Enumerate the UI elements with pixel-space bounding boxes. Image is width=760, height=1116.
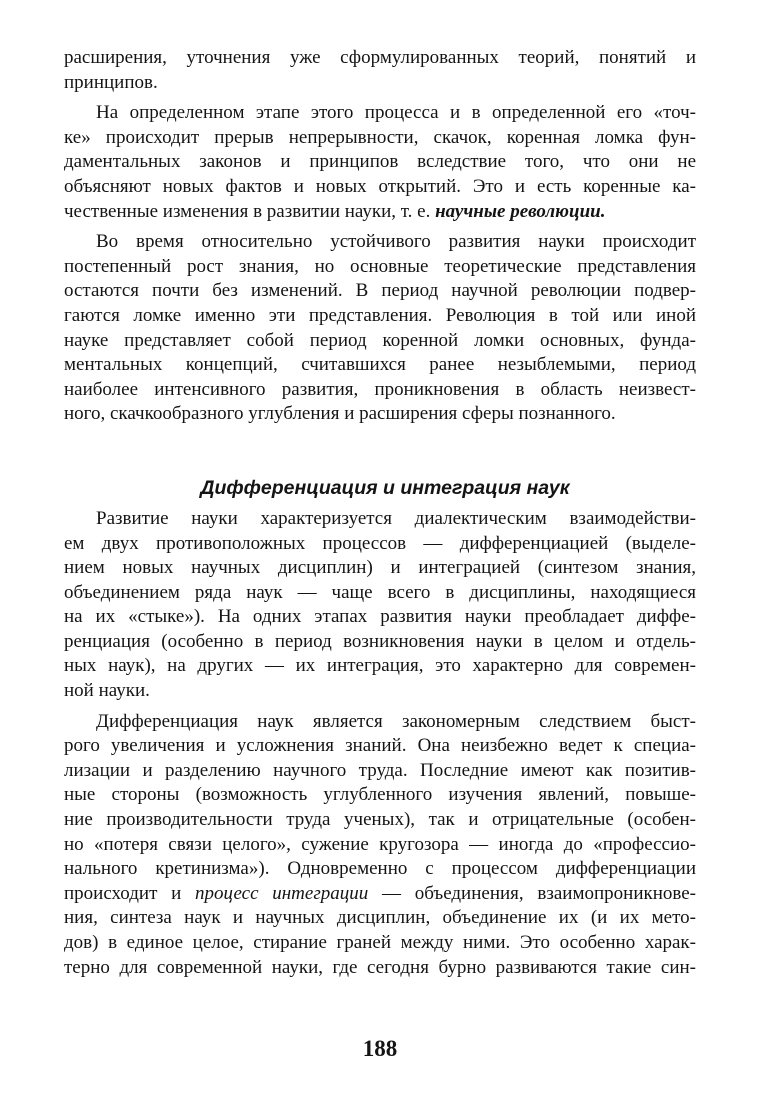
text-line	[64, 200, 696, 225]
page-body	[64, 46, 696, 980]
text-line: ного, скачкообразного углубления и расширения сферы познанного.	[64, 403, 616, 425]
section-heading: Дифференциация и интеграция наук	[200, 476, 570, 499]
text-line: гаются ломке именно эти представления. Революция в той или иной	[64, 304, 696, 326]
text-line: объясняют новых фактов и новых открытий. Это и есть коренные ка-	[64, 175, 696, 197]
text-line: даментальных законов и принципов вследствие того, что они не	[64, 151, 696, 173]
text-line: На определенном этапе этого процесса и в определенной его «точ-	[96, 102, 696, 124]
text-line: объединением ряда наук — чаще всего в дисциплины, находящиеся	[64, 581, 696, 603]
text-line	[64, 882, 696, 907]
text-line: но «потеря связи целого», сужение кругозора — иногда до «профессио-	[64, 833, 696, 855]
italic-term: процесс интеграции	[195, 882, 369, 904]
text-fragment: чественные изменения в развитии науки, т. е.	[64, 200, 436, 222]
text-line: дов) в единое целое, стирание граней между ними. Это особенно харак-	[64, 932, 696, 953]
text-line: расширения, уточнения уже сформулированных теорий, понятий и	[64, 47, 696, 68]
text-line: нием новых научных дисциплин) и интеграцией (синтезом знания,	[64, 557, 696, 579]
page-number: 188	[362, 1036, 398, 1061]
text-line: постепенный рост знания, но основные теоретические представления	[64, 255, 696, 277]
text-line: Во время относительно устойчивого развития науки происходит	[96, 231, 696, 253]
text-line: ментальных концепций, считавшихся ранее незыблемыми, период	[64, 354, 696, 376]
text-line: остаются почти без изменений. В период научной революции подвер-	[64, 280, 696, 302]
paragraph-differentiation-consequence	[64, 710, 696, 981]
text-line: ные стороны (возможность углубленного изучения явлений, повыше-	[64, 784, 696, 806]
paragraph-continuation	[64, 46, 696, 95]
text-line: рого увеличения и усложнения знаний. Она неизбежно ведет к специа-	[64, 735, 696, 757]
text-line: ке» происходит прерыв непрерывности, скачок, коренная ломка фун-	[64, 126, 696, 148]
paragraph-knowledge-growth	[64, 230, 696, 427]
text-line: на их «стыке»). На одних этапах развития науки преобладает диффе-	[64, 606, 696, 628]
text-line: терно для современной науки, где сегодня бурно развиваются такие син-	[64, 956, 696, 978]
text-line: ных наук), на других — их интеграция, это характерно для современ-	[64, 655, 696, 677]
text-line: наиболее интенсивного развития, проникновения в область неизвест-	[64, 378, 696, 400]
italic-term: научные революции.	[435, 200, 606, 222]
text-line: науке представляет собой период коренной ломки основных, фунда-	[64, 329, 696, 351]
text-fragment: происходит и	[64, 882, 195, 904]
paragraph-scientific-revolutions	[64, 101, 696, 224]
text-line: Развитие науки характеризуется диалектическим взаимодействи-	[96, 507, 696, 529]
text-line: принципов.	[64, 71, 158, 93]
paragraph-differentiation-integration	[64, 507, 696, 704]
text-fragment: — объединения, взаимопроникнове-	[368, 882, 697, 904]
text-line: ние производительности труда ученых), так и отрицательные (особен-	[64, 809, 696, 831]
text-line: ренциация (особенно в период возникновения науки в целом и отдель-	[64, 630, 696, 652]
text-line: ния, синтеза наук и научных дисциплин, объединение их (и их мето-	[64, 907, 696, 929]
text-line: ной науки.	[64, 680, 150, 702]
text-line: ем двух противоположных процессов — дифференциацией (выделе-	[64, 532, 696, 554]
text-line: нального кретинизма»). Одновременно с процессом дифференциации	[64, 858, 696, 880]
text-line: Дифференциация наук является закономерным следствием быст-	[96, 710, 696, 732]
text-line: лизации и разделению научного труда. Последние имеют как позитив-	[64, 759, 696, 781]
